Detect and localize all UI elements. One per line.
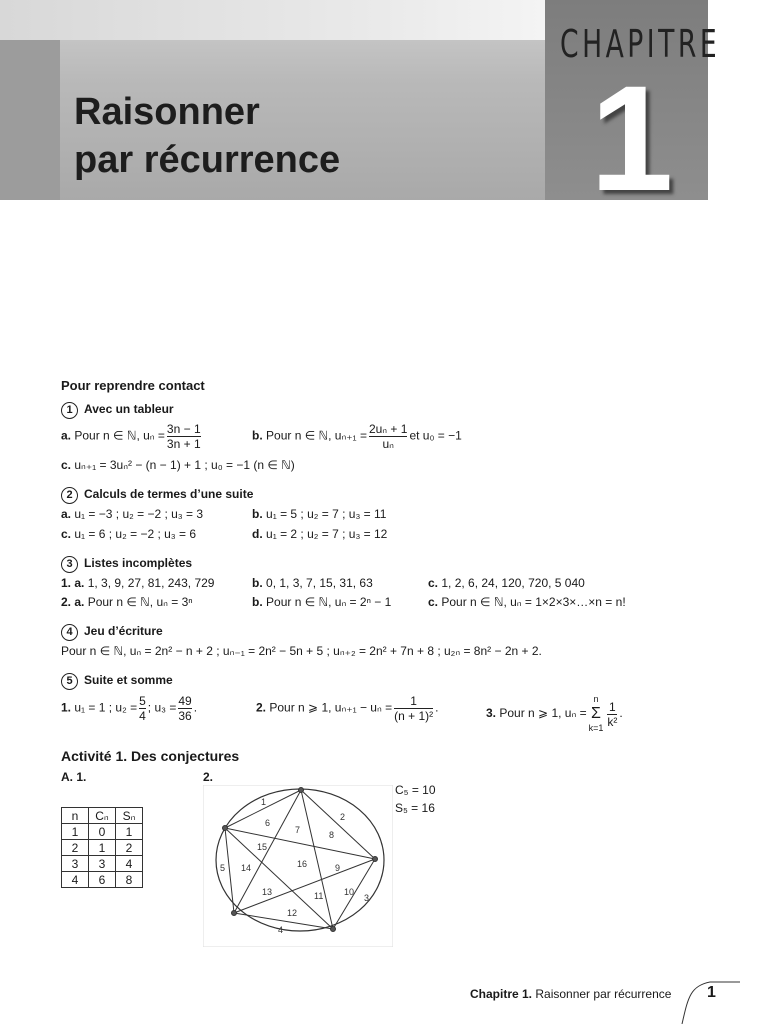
- region-label: 9: [335, 863, 341, 873]
- ex5-2: 2. Pour n ⩾ 1, uₙ₊₁ − uₙ = $\frac{1}{\text{(n + 1)²}}$ .: [256, 694, 439, 723]
- page-number: 1: [707, 984, 716, 1001]
- exercise-number-badge: 3: [61, 556, 78, 573]
- exercise-1-heading: [61, 402, 174, 419]
- exercise-title: Jeu d’écriture: [84, 624, 163, 638]
- exercise-title: Avec un tableur: [84, 402, 174, 416]
- region-label: 16: [297, 859, 308, 869]
- table-row: 1 0 1: [62, 824, 143, 840]
- exercise-title: Calculs de termes d’une suite: [84, 487, 254, 501]
- part-a-label: A. 1.: [61, 770, 87, 784]
- region-label: 4: [278, 925, 284, 935]
- region-label: 7: [295, 825, 301, 835]
- region-label: 12: [287, 908, 298, 918]
- chapter-word: CHAPITRE: [560, 22, 721, 66]
- exercise-4-heading: [61, 624, 163, 641]
- region-label: 2: [340, 812, 346, 822]
- chapter-number: 1: [590, 54, 674, 222]
- s5-value: S₅ = 16: [395, 801, 435, 815]
- table-header-row: n Cₙ Sₙ: [62, 808, 143, 824]
- region-label: 13: [262, 887, 273, 897]
- ex2-d: d. u₁ = 2 ; u₂ = 7 ; u₃ = 12: [252, 527, 388, 541]
- exercise-3-heading: [61, 556, 192, 573]
- c5-value: C₅ = 10: [395, 783, 436, 797]
- vertex-point: [299, 788, 304, 793]
- region-label: 8: [329, 830, 335, 840]
- ex5-1: 1. u₁ = 1 ; u₂ = $\frac{5}{4}$ ; u₃ = $\frac{49}{36}$ .: [61, 694, 198, 723]
- ex1-a: a. Pour n ∈ ℕ, uₙ = $\frac{3n - 1}{3n + 1}$: [61, 422, 201, 451]
- region-label: 14: [241, 863, 252, 873]
- region-label: 6: [265, 818, 271, 828]
- region-label: 1: [261, 797, 267, 807]
- chord: [301, 790, 375, 859]
- ex1-b: b. Pour n ∈ ℕ, uₙ₊₁ = $\frac{\text{2uₙ + 1}}{\text{uₙ}}$ et u₀ = −1: [252, 422, 462, 451]
- chord: [225, 828, 234, 913]
- sum-symbol: n Σ k=1: [588, 694, 604, 733]
- section-title: Pour reprendre contact: [61, 378, 205, 393]
- ex3-2c: c. Pour n ∈ ℕ, uₙ = 1×2×3×…×n = n!: [428, 595, 626, 609]
- exercise-5-heading: [61, 673, 173, 690]
- header-left-strip: [0, 40, 60, 200]
- title-line-2: par récurrence: [74, 139, 341, 181]
- footer-running-title: Chapitre 1. Raisonner par récurrence: [470, 987, 672, 1001]
- ex2-a: a. u₁ = −3 ; u₂ = −2 ; u₃ = 3: [61, 507, 204, 521]
- ex3-2b: b. Pour n ∈ ℕ, uₙ = 2ⁿ − 1: [252, 595, 392, 609]
- table-row: 4 6 8: [62, 872, 143, 888]
- region-label: 11: [314, 891, 324, 901]
- table-row: 3 3 4: [62, 856, 143, 872]
- region-label: 5: [220, 863, 226, 873]
- ex3-1a: 1. a. 1, 3, 9, 27, 81, 243, 729: [61, 576, 215, 590]
- exercise-2-heading: [61, 487, 253, 504]
- region-label: 10: [344, 887, 355, 897]
- chapter-title: [74, 88, 340, 184]
- ex1-c: c. uₙ₊₁ = 3uₙ² − (n − 1) + 1 ; u₀ = −1 (n ∈ ℕ): [61, 458, 295, 472]
- ex3-1c: c. 1, 2, 6, 24, 120, 720, 5 040: [428, 576, 585, 590]
- vertex-point: [232, 911, 237, 916]
- vertex-point: [373, 857, 378, 862]
- header-highlight: [0, 0, 545, 40]
- exercise-number-badge: 2: [61, 487, 78, 504]
- exercise-title: Listes incomplètes: [84, 556, 193, 570]
- values-table: [61, 807, 143, 888]
- exercise-number-badge: 4: [61, 624, 78, 641]
- ex3-1b: b. 0, 1, 3, 7, 15, 31, 63: [252, 576, 373, 590]
- ex5-3: 3. Pour n ⩾ 1, uₙ = n Σ k=1 $\frac{1}{\text{k²}}$ .: [486, 694, 623, 733]
- table-row: 2 1 2: [62, 840, 143, 856]
- exercise-title: Suite et somme: [84, 673, 173, 687]
- title-line-1: Raisonner: [74, 91, 260, 133]
- vertex-point: [331, 927, 336, 932]
- region-label: 3: [364, 893, 370, 903]
- exercise-number-badge: 5: [61, 673, 78, 690]
- vertex-point: [223, 826, 228, 831]
- exercise-number-badge: 1: [61, 402, 78, 419]
- ex2-c: c. u₁ = 6 ; u₂ = −2 ; u₃ = 6: [61, 527, 197, 541]
- pentagon-chord-diagram: [203, 785, 393, 947]
- ex3-2a: 2. a. Pour n ∈ ℕ, uₙ = 3ⁿ: [61, 595, 193, 609]
- part-2-label: 2.: [203, 770, 214, 784]
- activity-title: Activité 1. Des conjectures: [61, 748, 240, 764]
- ex2-b: b. u₁ = 5 ; u₂ = 7 ; u₃ = 11: [252, 507, 387, 521]
- region-label: 15: [257, 842, 268, 852]
- ex4-text: Pour n ∈ ℕ, uₙ = 2n² − n + 2 ; uₙ₋₁ = 2n² − 5n + 5 ; uₙ₊₂ = 2n² + 7n + 8 ; u₂ₙ = 8n² − 2n + 2.: [61, 644, 542, 658]
